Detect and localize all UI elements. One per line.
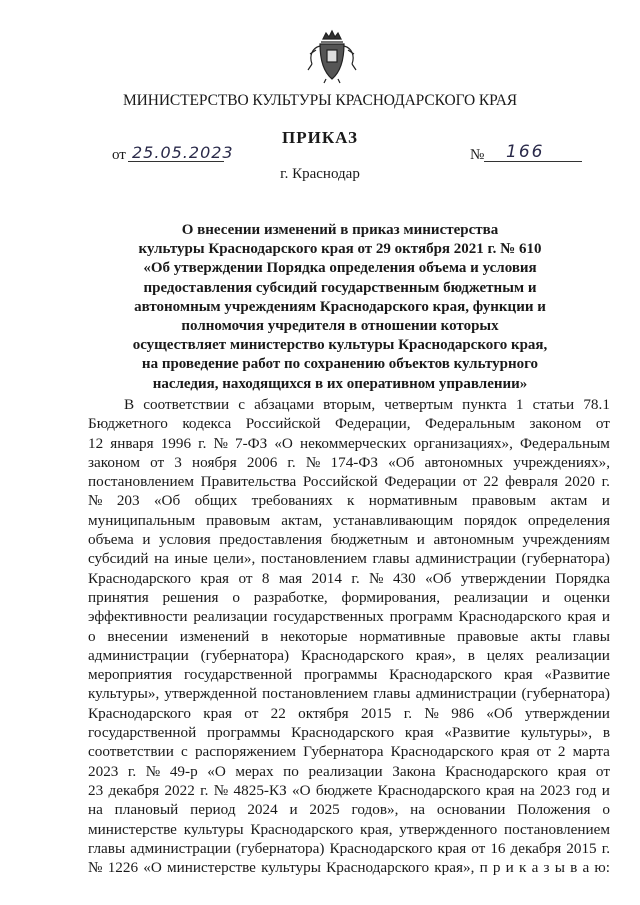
body-line: 23 декабря 2022 г. № 4825-КЗ «О бюджете Краснодарского края на 2023 год и <box>88 781 610 799</box>
body-line: постановлением Правительства Российской Федерации от 22 февраля 2020 г. <box>88 473 610 491</box>
body-line: Краснодарского края от 22 октября 2015 г. № 986 «Об утверждении <box>88 704 610 722</box>
date-value: 25.05.2023 <box>132 143 234 162</box>
body-line: В соответствии с абзацами вторым, четвертым пункта 1 статьи 78.1 <box>124 396 610 413</box>
body-line: эффективности реализации государственных программ Краснодарского края и <box>88 608 610 626</box>
body-line: мероприятия государственной программы Краснодарского края «Развитие <box>88 666 610 684</box>
body-line: законом от 3 ноября 2006 г. № 174-ФЗ «Об автономных учреждениях», <box>88 453 610 471</box>
document-type: ПРИКАЗ <box>282 128 358 147</box>
body-line: министерстве культуры Краснодарского края, утвержденного постановлением <box>88 820 610 838</box>
title-line: «Об утверждении Порядка определения объема и условия <box>143 260 537 277</box>
title-line: культуры Краснодарского края от 29 октября 2021 г. № 610 <box>138 241 542 258</box>
body-line: № 203 «Об общих требованиях к нормативным правовым актам и <box>88 492 610 510</box>
number-label: № <box>470 147 485 163</box>
body-line: о внесении изменений в некоторые нормативные правовые акты главы <box>88 627 610 645</box>
title-line: наследия, находящихся в их оперативном управлении» <box>152 375 528 392</box>
title-line: на проведение работ по сохранению объектов культурного <box>141 356 539 373</box>
body-line: культуры», утвержденной постановлением главы администрации (губернатора) <box>88 685 610 703</box>
body-line: главы администрации (губернатора) Краснодарского края от 16 декабря 2015 г. <box>88 839 610 857</box>
number-value: 166 <box>506 142 545 162</box>
document-body <box>88 395 610 877</box>
ministry-name: МИНИСТЕРСТВО КУЛЬТУРЫ КРАСНОДАРСКОГО КРАЯ <box>122 92 518 109</box>
body-line: субсидий на иные цели», постановлением главы администрации (губернатора) <box>88 550 610 568</box>
date-number-row <box>0 142 640 167</box>
coat-of-arms-icon <box>306 26 358 84</box>
date-label: от <box>112 147 126 163</box>
body-line: принятия решения о разработке, формирования, реализации и оценки <box>88 588 610 606</box>
body-line: 12 января 1996 г. № 7-ФЗ «О некоммерческих организациях», Федеральным <box>88 434 610 452</box>
title-line: предоставления субсидий государственным бюджетным и <box>143 279 537 296</box>
body-line: Бюджетного кодекса Российской Федерации, Федеральным законом от <box>88 415 610 433</box>
title-line: полномочия учредителя в отношении которых <box>181 318 499 335</box>
body-line: объема и условия предоставления бюджетным и автономным учреждениям <box>88 531 610 549</box>
body-line: соответствии с распоряжением Губернатора Краснодарского края от 2 марта <box>88 743 610 761</box>
city: г. Краснодар <box>280 166 360 182</box>
title-line: осуществляет министерство культуры Краснодарского края, <box>132 337 548 354</box>
body-line: Краснодарского края от 8 мая 2014 г. № 430 «Об утверждении Порядка <box>88 569 610 587</box>
body-line: на плановый период 2024 и 2025 годов», на основании Положения о <box>88 801 610 819</box>
title-line: автономным учреждениям Краснодарского края, функции и <box>134 298 546 315</box>
body-line: администрации (губернатора) Краснодарского края», в целях реализации <box>88 646 610 664</box>
body-line: муниципальным правовым актам, устанавливающим порядок определения <box>88 511 610 529</box>
body-line: государственной программы Краснодарского края «Развитие культуры», в <box>88 724 610 742</box>
title-line: О внесении изменений в приказ министерства <box>181 222 499 238</box>
document-title <box>128 221 552 394</box>
body-line: 2023 г. № 49-р «О мерах по реализации Закона Краснодарского края от <box>88 762 610 780</box>
body-line: № 1226 «О министерстве культуры Краснодарского края», п р и к а з ы в а ю: <box>88 859 610 877</box>
